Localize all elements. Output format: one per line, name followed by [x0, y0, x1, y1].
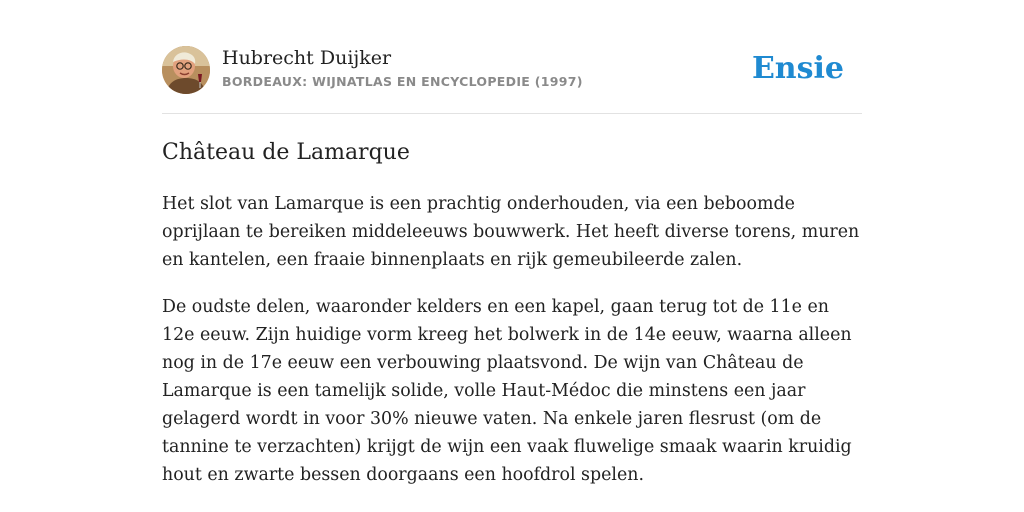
- source-title[interactable]: BORDEAUX: WIJNATLAS EN ENCYCLOPEDIE (1997): [222, 74, 583, 89]
- author-name[interactable]: Hubrecht Duijker: [222, 47, 392, 69]
- article-title: Château de Lamarque: [162, 140, 410, 165]
- ensie-logo[interactable]: Ensie: [751, 51, 844, 86]
- author-portrait-icon: [162, 46, 210, 94]
- article-header: [162, 44, 862, 114]
- article-paragraph-2: De oudste delen, waaronder kelders en een kapel, gaan terug tot de 11e en 12e eeuw. Zijn huidige vorm kreeg het bolwerk in de 14e eeuw, waarna alleen nog in de 17e eeuw een verbouwing plaatsvond. De wijn van Château de Lamarque is een tamelijk solide, volle Haut-Médoc die minstens een jaar gelagerd wordt in voor 30% nieuwe vaten. Na enkele jaren flesrust (om de tannine te verzachten) krijgt de wijn een vaak fluwelige smaak waarin kruidig hout en zwarte bessen doorgaans een hoofdrol spelen.: [162, 297, 852, 485]
- article-card: [162, 44, 862, 489]
- article-paragraph-1: Het slot van Lamarque is een prachtig onderhouden, via een beboomde oprijlaan te bereiken middeleeuws bouwwerk. Het heeft diverse torens, muren en kantelen, een fraaie binnenplaats en rijk gemeubileerde zalen.: [162, 194, 860, 270]
